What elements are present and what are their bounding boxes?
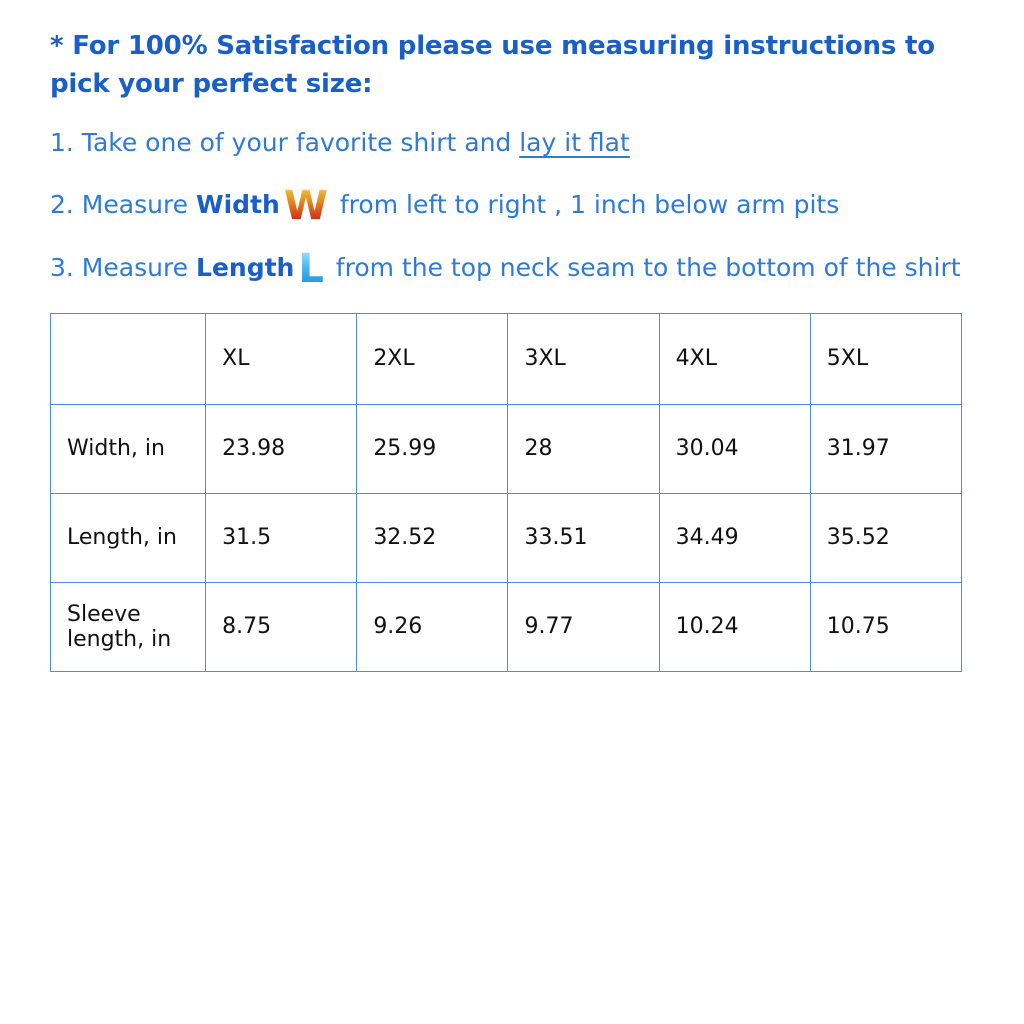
cell-sleeve-2xl: 9.26 [357, 582, 508, 671]
size-chart-table [50, 313, 962, 672]
step-3-bold-term: Length [196, 252, 295, 282]
table-corner-cell [51, 313, 206, 404]
row-label-sleeve-length: Sleeve length, in [51, 582, 206, 671]
cell-width-xl: 23.98 [206, 404, 357, 493]
table-row [51, 404, 962, 493]
table-row [51, 493, 962, 582]
step-2-pre-text: Measure [73, 189, 197, 219]
cell-sleeve-4xl: 10.24 [659, 582, 810, 671]
table-row [51, 582, 962, 671]
table-header-2xl: 2XL [357, 313, 508, 404]
step-2-number: 2. [50, 189, 74, 219]
cell-length-5xl: 35.52 [810, 493, 961, 582]
step-2-post-text: from left to right , 1 inch below arm pits [331, 189, 840, 219]
cell-width-4xl: 30.04 [659, 404, 810, 493]
width-letter-icon: W [280, 188, 332, 224]
table-header-4xl: 4XL [659, 313, 810, 404]
step-2-bold-term: Width [196, 189, 280, 219]
instruction-step-1 [50, 125, 974, 161]
step-3-post-text: from the top neck seam to the bottom of the shirt [327, 252, 961, 282]
cell-length-xl: 31.5 [206, 493, 357, 582]
step-3-pre-text: Measure [73, 252, 197, 282]
step-3-number: 3. [50, 252, 74, 282]
row-label-width: Width, in [51, 404, 206, 493]
length-letter-icon: L [294, 251, 328, 287]
row-label-length: Length, in [51, 493, 206, 582]
page-title: * For 100% Satisfaction please use measuring instructions to pick your perfect size: [50, 31, 935, 99]
table-header-xl: XL [206, 313, 357, 404]
instruction-step-2 [50, 182, 974, 229]
step-1-number: 1. [50, 128, 74, 158]
step-1-underlined-text: lay it flat [519, 128, 630, 158]
cell-length-4xl: 34.49 [659, 493, 810, 582]
cell-width-5xl: 31.97 [810, 404, 961, 493]
table-header-3xl: 3XL [508, 313, 659, 404]
cell-sleeve-3xl: 9.77 [508, 582, 659, 671]
table-header-row [51, 313, 962, 404]
cell-sleeve-xl: 8.75 [206, 582, 357, 671]
table-header-5xl: 5XL [810, 313, 961, 404]
cell-length-3xl: 33.51 [508, 493, 659, 582]
cell-width-2xl: 25.99 [357, 404, 508, 493]
cell-length-2xl: 32.52 [357, 493, 508, 582]
cell-width-3xl: 28 [508, 404, 659, 493]
instruction-step-3 [50, 245, 974, 292]
step-1-pre-text: Take one of your favorite shirt and [73, 128, 520, 158]
cell-sleeve-5xl: 10.75 [810, 582, 961, 671]
